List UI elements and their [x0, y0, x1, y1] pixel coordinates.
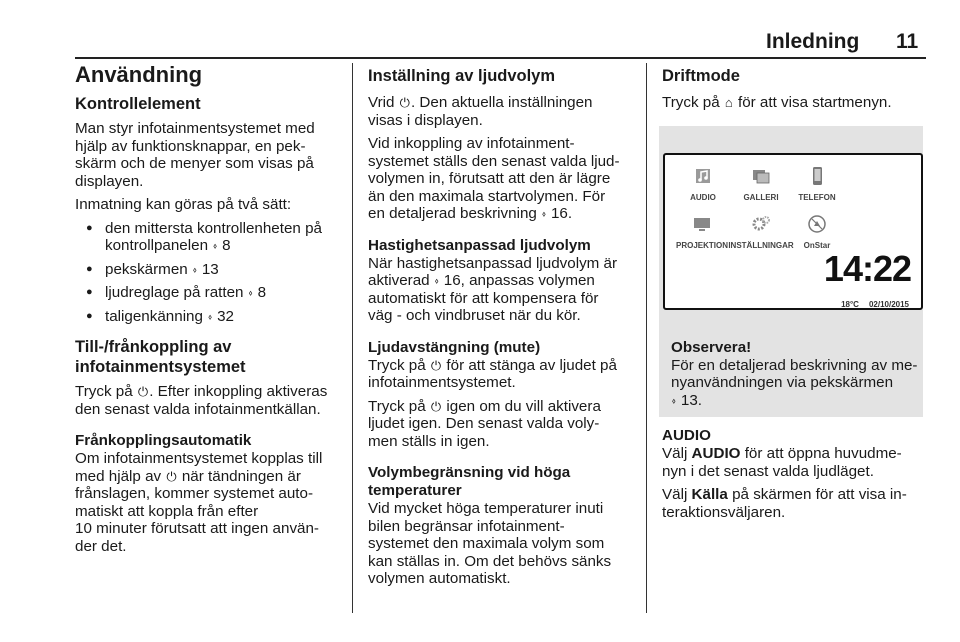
mute-paragraph: Tryck på ⏻ för att stänga av ljudet på infotainmentsystemet. — [368, 356, 617, 391]
page-number: 11 — [896, 30, 919, 53]
ref-arrow-icon: ⬫ — [213, 238, 217, 253]
section-title-till-frankoppling: Till-/frånkoppling av infotainmentsystemet — [75, 338, 246, 376]
date-readout: 02/10/2015 — [868, 299, 909, 309]
home-screen-illustration — [659, 126, 923, 331]
list-item: ● ljudreglage på ratten ⬫ 8 — [75, 284, 345, 302]
music-note-icon — [692, 165, 714, 187]
auto-off-paragraph: Om infotainmentsystemet kopplas till med hjälp av ⏻ när tändningen är frånslagen, kommer systemet auto- matiskt att koppla från efter 10 minuter förutsatt att ingen använ- der det. — [75, 450, 323, 555]
speed-volume-paragraph: När hastighetsanpassad ljudvolym är aktiverad ⬫ 16, anpassas volymen automatiskt för att kompensera för väg - och vindbruset när du kör. — [368, 254, 618, 324]
app-onstar: OnStar — [789, 213, 845, 255]
ref-arrow-icon: ⬫ — [542, 206, 546, 221]
gallery-icon — [750, 165, 772, 187]
power-knob-icon: ⏻ — [430, 398, 442, 414]
subsection-title-kontrollelement: Kontrollelement — [75, 95, 201, 113]
section-title-driftmode: Driftmode — [662, 67, 740, 85]
subsection-title-volymbegransning: Volymbegränsning vid höga temperaturer — [368, 464, 571, 499]
column-3 — [662, 62, 932, 527]
app-projektion: PROJEKTION — [671, 213, 733, 255]
column-divider-1 — [352, 63, 353, 613]
source-paragraph: Välj Källa på skärmen för att visa in- teraktionsväljaren. — [662, 486, 907, 521]
startup-volume-paragraph: Vid inkoppling av infotainment- systemet ställs den senast valda ljud- volymen in, förutsatt att den är lägre än den maximala startvolymen. För en detaljerad beskrivning ⬫ 16. — [368, 135, 620, 222]
power-paragraph: Tryck på ⏻. Efter inkoppling aktiveras den senast valda infotainmentkällan. — [75, 383, 328, 418]
section-title-anvandning: Användning — [75, 62, 203, 87]
subsection-title-frankopplingsautomatik: Frånkopplingsautomatik — [75, 432, 252, 449]
power-knob-icon: ⏻ — [166, 468, 177, 484]
list-item: ● taligenkänning ⬫ 32 — [75, 308, 345, 326]
volume-limit-paragraph: Vid mycket höga temperaturer inuti bilen begränsar infotainment- systemet den maximala volym som kan ställas in. Om det behövs sänks volymen automatiskt. — [368, 500, 612, 587]
power-knob-icon: ⏻ — [430, 357, 442, 373]
ref-arrow-icon: ⬫ — [192, 261, 197, 277]
phone-icon — [806, 165, 828, 187]
column-divider-2 — [646, 63, 647, 613]
column-1 — [75, 62, 345, 561]
temperature-readout: 18°C — [841, 299, 859, 309]
app-installningar: INSTÄLLNINGAR — [727, 213, 795, 255]
app-audio: AUDIO — [675, 165, 731, 207]
subsection-title-hastighetsanpassad: Hastighetsanpassad ljudvolym — [368, 236, 591, 254]
unmute-paragraph: Tryck på ⏻ igen om du vill aktivera ljudet igen. Den senast valda voly- men ställs in igen. — [368, 397, 601, 450]
header-rule — [75, 57, 926, 59]
column-2 — [368, 62, 640, 594]
power-knob-icon: ⏻ — [399, 95, 410, 110]
subsection-title-audio: AUDIO — [662, 427, 711, 444]
app-galleri: GALLERI — [733, 165, 789, 207]
home-paragraph: Tryck på ⌂ för att visa startmenyn. — [662, 94, 892, 111]
page-header-title: Inledning — [766, 30, 860, 53]
input-intro: Inmatning kan göras på två sätt: — [75, 196, 292, 213]
ref-arrow-icon: ⬫ — [248, 285, 253, 300]
home-icon: ⌂ — [724, 95, 733, 110]
ref-arrow-icon: ⬫ — [434, 273, 439, 288]
audio-paragraph: Välj AUDIO för att öppna huvudme- nyn i det senast valda ljudläget. — [662, 445, 902, 480]
note-title: Observera! — [671, 338, 752, 356]
power-knob-icon: ⏻ — [137, 384, 149, 399]
list-item: ● pekskärmen ⬫ 13 — [75, 261, 345, 279]
ref-arrow-icon: ⬫ — [208, 308, 212, 324]
onstar-icon — [806, 213, 828, 235]
app-telefon: TELEFON — [789, 165, 845, 207]
clock-time: 14:22 — [823, 247, 911, 289]
intro-paragraph: Man styr infotainmentsystemet med hjälp av funktionsknappar, en pek- skärm och de menyer som visas på displayen. — [75, 120, 315, 190]
volume-paragraph: Vrid ⏻. Den aktuella inställningen visas i displayen. — [368, 94, 593, 129]
settings-gear-icon — [750, 213, 772, 235]
infotainment-screen — [663, 153, 923, 310]
ref-arrow-icon: ⬫ — [672, 392, 676, 408]
list-item: ● den mittersta kontrollenheten på kontrollpanelen ⬫ 8 — [75, 220, 345, 255]
clock-status — [831, 296, 909, 314]
projection-icon — [691, 213, 713, 235]
subsection-title-mute: Ljudavstängning (mute) — [368, 338, 541, 356]
note-box: Observera! För en detaljerad beskrivning av me- nyanvändningen via pekskärmen ⬫ 13. — [659, 331, 923, 418]
section-title-ljudvolym: Inställning av ljudvolym — [368, 67, 556, 85]
